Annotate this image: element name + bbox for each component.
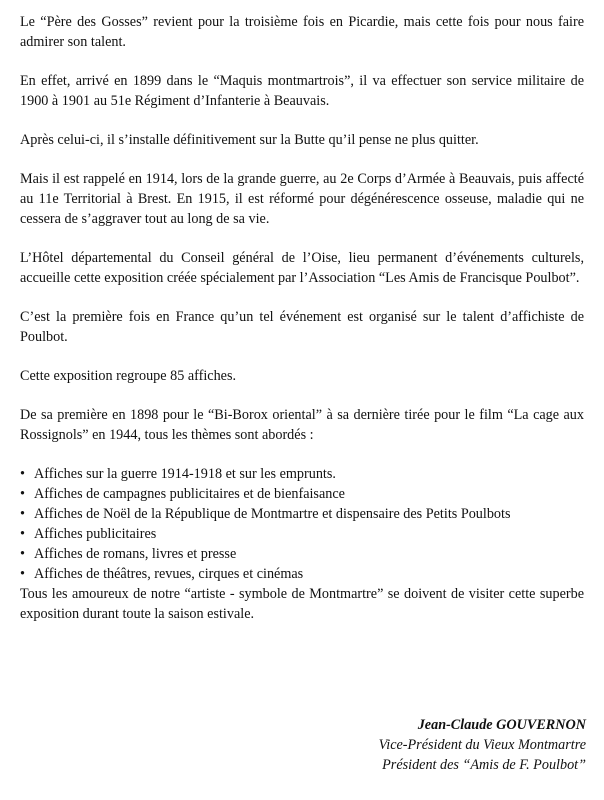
signature-name: Jean-Claude GOUVERNON (417, 717, 586, 733)
bullet-icon: • (20, 546, 25, 562)
paragraph-hotel-departemental: L’Hôtel départemental du Conseil général de l’Oise, lieu permanent d’événements culturels, accueille cette exposition créée spécialement par l’Association “Les Amis de Francisque Poulbot”. (20, 250, 584, 286)
paragraph-intro: Le “Père des Gosses” revient pour la troisième fois en Picardie, mais cette fois pour nous faire admirer son talent. (20, 14, 584, 50)
poster-category-list (20, 464, 584, 584)
list-item (20, 544, 584, 564)
list-item (20, 484, 584, 504)
list-item (20, 564, 584, 584)
list-item (20, 464, 584, 484)
paragraph-85-affiches: Cette exposition regroupe 85 affiches. (20, 368, 237, 384)
bullet-icon: • (20, 486, 25, 502)
paragraph-grande-guerre: Mais il est rappelé en 1914, lors de la grande guerre, au 2e Corps d’Armée à Beauvais, puis affecté au 11e Territorial à Brest. En 1915, il est réformé pour dégénérescence osseuse, maladie qui ne cessera de s’aggraver tout au long de sa vie. (20, 171, 584, 227)
signature-role-amis-poulbot: Président des “Amis de F. Poulbot” (382, 757, 586, 773)
signature-block (379, 715, 586, 775)
paragraph-butte: Après celui-ci, il s’installe définitivement sur la Butte qu’il pense ne plus quitter. (20, 132, 479, 148)
list-item-text: Affiches de Noël de la République de Montmartre et dispensaire des Petits Poulbots (34, 506, 511, 522)
list-item-text: Affiches publicitaires (34, 526, 157, 542)
document-body (20, 12, 584, 624)
list-item-text: Affiches sur la guerre 1914-1918 et sur les emprunts. (34, 466, 336, 482)
paragraph-themes: De sa première en 1898 pour le “Bi-Borox oriental” à sa dernière tirée pour le film “La cage aux Rossignols” en 1944, tous les thèmes sont abordés : (20, 407, 584, 443)
bullet-icon: • (20, 506, 25, 522)
bullet-icon: • (20, 566, 25, 582)
paragraph-closing: Tous les amoureux de notre “artiste - symbole de Montmartre” se doivent de visiter cette superbe exposition durant toute la saison estivale. (20, 586, 584, 622)
list-item-text: Affiches de romans, livres et presse (34, 546, 237, 562)
list-item-text: Affiches de théâtres, revues, cirques et cinémas (34, 566, 304, 582)
paragraph-service-militaire: En effet, arrivé en 1899 dans le “Maquis montmartrois”, il va effectuer son service militaire de 1900 à 1901 au 51e Régiment d’Infanterie à Beauvais. (20, 73, 584, 109)
paragraph-premiere-fois: C’est la première fois en France qu’un tel événement est organisé sur le talent d’affichiste de Poulbot. (20, 309, 584, 345)
bullet-icon: • (20, 526, 25, 542)
list-item-text: Affiches de campagnes publicitaires et de bienfaisance (34, 486, 345, 502)
signature-role-vieux-montmartre: Vice-Président du Vieux Montmartre (378, 737, 586, 753)
list-item (20, 504, 584, 524)
list-item (20, 524, 584, 544)
bullet-icon: • (20, 466, 25, 482)
